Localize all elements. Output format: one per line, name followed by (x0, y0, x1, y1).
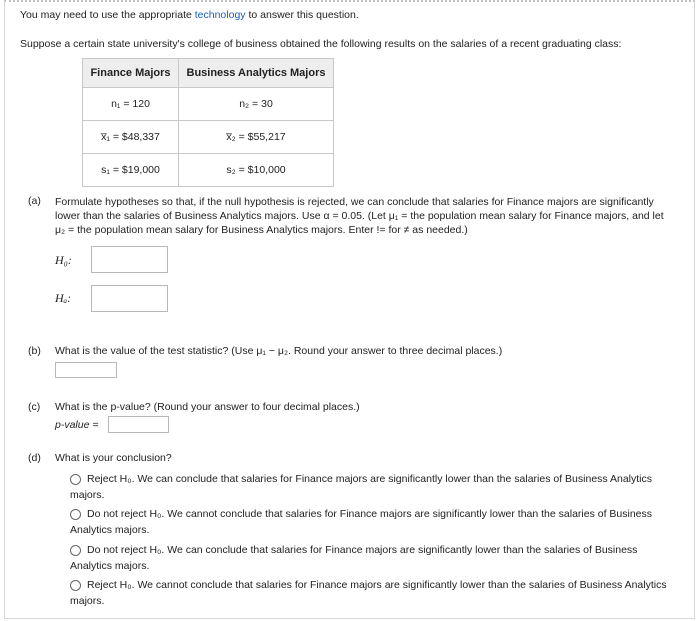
table-header-analytics: Business Analytics Majors (179, 59, 334, 88)
part-d-text: What is your conclusion? (55, 452, 172, 464)
ha-label: Hₐ: (55, 291, 72, 305)
table-cell-n1: n₁ = 120 (83, 88, 179, 121)
salary-table (82, 58, 334, 187)
option-text: Reject H₀. We can conclude that salaries for Finance majors are significantly lower than the salaries of Business Analytics majors. (70, 473, 653, 501)
technology-link[interactable]: technology (194, 9, 246, 21)
test-statistic-input[interactable] (55, 362, 117, 378)
radio-icon[interactable] (70, 580, 81, 591)
intro-text: Suppose a certain state university's college of business obtained the following results on the salaries of a recent graduating class: (20, 38, 622, 50)
pvalue-input[interactable] (108, 416, 169, 433)
table-row (83, 154, 334, 187)
ha-input[interactable] (91, 285, 168, 312)
table-header-row (83, 59, 334, 88)
part-d-label: (d) (28, 452, 41, 464)
part-c-label: (c) (28, 401, 41, 413)
part-a-text: Formulate hypotheses so that, if the null hypothesis is rejected, we can conclude that salaries for Finance majors are significantly lower than the salaries of Business Analytics majors. Use α = 0.05. (Let μ₁ = the population mean salary for Finance majors, and let μ₂ = the population mean salary for Business Analytics majors. Enter != for ≠ as needed.) (55, 196, 664, 236)
radio-icon[interactable] (70, 474, 81, 485)
part-c-text: What is the p-value? (Round your answer to four decimal places.) (55, 401, 360, 413)
option-text: Do not reject H₀. We cannot conclude that salaries for Finance majors are significantly lower than the salaries of Business Analytics majors. (70, 508, 653, 536)
note-prefix: You may need to use the appropriate (20, 9, 195, 21)
table-row (83, 121, 334, 154)
part-b-text: What is the value of the test statistic? (Use μ₁ − μ₂. Round your answer to three decimal places.) (55, 345, 503, 357)
h0-label: H₀: (55, 253, 72, 267)
table-header-finance: Finance Majors (83, 59, 179, 88)
table-cell-s2: s₂ = $10,000 (179, 154, 334, 187)
radio-icon[interactable] (70, 545, 81, 556)
option-text: Reject H₀. We cannot conclude that salaries for Finance majors are significantly lower than the salaries of Business Analytics majors. (70, 579, 667, 607)
table-cell-n2: n₂ = 30 (179, 88, 334, 121)
note-suffix: to answer this question. (245, 9, 359, 21)
conclusion-option-1[interactable] (70, 471, 680, 503)
option-text: Do not reject H₀. We can conclude that salaries for Finance majors are significantly lower than the salaries of Business Analytics majors. (70, 544, 638, 572)
conclusion-option-4[interactable] (70, 577, 680, 609)
h0-input[interactable] (91, 246, 168, 273)
conclusion-option-2[interactable] (70, 506, 680, 538)
table-cell-x1: x̅₁ = $48,337 (83, 121, 179, 154)
radio-icon[interactable] (70, 509, 81, 520)
part-a-label: (a) (28, 195, 41, 207)
table-row (83, 88, 334, 121)
technology-note (20, 9, 359, 21)
pvalue-label: p-value = (55, 419, 99, 431)
table-cell-x2: x̅₂ = $55,217 (179, 121, 334, 154)
part-b-label: (b) (28, 345, 41, 357)
conclusion-option-3[interactable] (70, 542, 680, 574)
table-cell-s1: s₁ = $19,000 (83, 154, 179, 187)
